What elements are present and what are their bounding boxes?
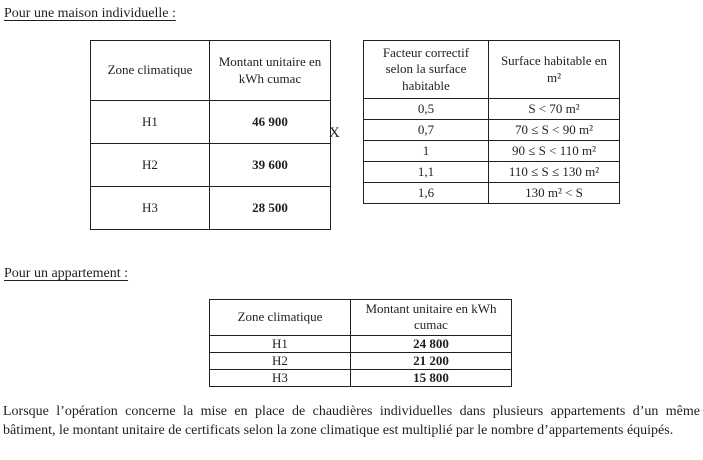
table-row <box>364 183 620 204</box>
multiplication-sign: X <box>329 125 340 141</box>
maison-table-header-row <box>91 41 331 101</box>
montant-unitaire-header: Montant unitaire en kWh cumac <box>210 41 331 101</box>
montant-cell: 46 900 <box>210 101 331 144</box>
zone-cell: H3 <box>91 187 210 230</box>
facteur-cell: 1,6 <box>364 183 489 204</box>
table-row <box>210 370 512 387</box>
facteur-correctif-header: Facteur correctif selon la surface habitable <box>364 41 489 99</box>
montant-cell: 15 800 <box>351 370 512 387</box>
zone-cell: H2 <box>210 352 351 369</box>
facteur-cell: 1 <box>364 141 489 162</box>
montant-cell: 21 200 <box>351 352 512 369</box>
surface-cell: 90 ≤ S < 110 m² <box>489 141 620 162</box>
facteur-cell: 1,1 <box>364 162 489 183</box>
appartement-section-heading: Pour un appartement : <box>4 266 129 281</box>
table-row <box>91 144 331 187</box>
zone-climatique-header: Zone climatique <box>210 300 351 336</box>
montant-cell: 24 800 <box>351 335 512 352</box>
surface-cell: 110 ≤ S ≤ 130 m² <box>489 162 620 183</box>
surface-cell: S < 70 m² <box>489 99 620 120</box>
appartement-table <box>209 299 512 387</box>
table-row <box>364 99 620 120</box>
facteur-table-header-row <box>364 41 620 99</box>
zone-cell: H2 <box>91 144 210 187</box>
maison-table <box>90 40 331 230</box>
table-row <box>210 352 512 369</box>
zone-climatique-header: Zone climatique <box>91 41 210 101</box>
table-row <box>210 335 512 352</box>
surface-cell: 130 m² < S <box>489 183 620 204</box>
maison-section-heading: Pour une maison individuelle : <box>4 6 176 21</box>
surface-habitable-header: Surface habitable en m² <box>489 41 620 99</box>
zone-cell: H3 <box>210 370 351 387</box>
table-row <box>364 120 620 141</box>
table-row <box>91 101 331 144</box>
facteur-correctif-table <box>363 40 620 204</box>
montant-cell: 39 600 <box>210 144 331 187</box>
montant-cell: 28 500 <box>210 187 331 230</box>
zone-cell: H1 <box>210 335 351 352</box>
montant-unitaire-header: Montant unitaire en kWh cumac <box>351 300 512 336</box>
table-row <box>364 162 620 183</box>
table-row <box>91 187 331 230</box>
surface-cell: 70 ≤ S < 90 m² <box>489 120 620 141</box>
appartement-table-header-row <box>210 300 512 336</box>
table-row <box>364 141 620 162</box>
footer-paragraph: Lorsque l’opération concerne la mise en place de chaudières individuelles dans plusieurs appartements d’un même bâtiment, le montant unitaire de certificats selon la zone climatique est multiplié par le nombre d’appartements équipés. <box>3 404 700 438</box>
zone-cell: H1 <box>91 101 210 144</box>
facteur-cell: 0,7 <box>364 120 489 141</box>
facteur-cell: 0,5 <box>364 99 489 120</box>
